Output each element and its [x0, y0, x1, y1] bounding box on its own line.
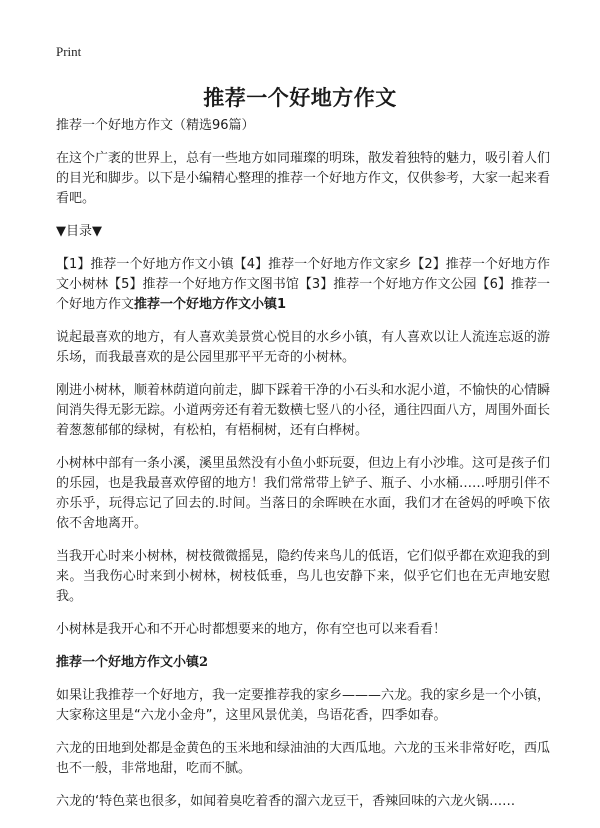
section-heading-1-inline: 推荐一个好地方作文小镇1 — [134, 297, 287, 312]
section1-paragraph: 当我开心时来小树林，树枝微微摇晃，隐约传来鸟儿的低语，它们似乎都在欢迎我的到来。当我伤心时来到小树林，树枝低垂，鸟儿也安静下来，似乎它们也在无声地安慰我。 — [56, 549, 551, 604]
article-subtitle: 推荐一个好地方作文（精选96篇） — [56, 118, 255, 133]
section2-paragraph: 六龙的田地到处都是金黄色的玉米地和绿油油的大西瓜地。六龙的玉米非常好吃，西瓜也不一般，非常地甜，吃而不腻。 — [56, 741, 551, 776]
section1-paragraph: 刚进小树林，顺着林荫道向前走，脚下踩着干净的小石头和水泥小道，不愉快的心情瞬间消失得无影无踪。小道两旁还有着无数横七竖八的小径，通往四面八方，周围外面长着葱葱郁郁的绿树，有松柏，有梧桐树，还有白桦树。 — [56, 383, 551, 438]
section-heading-2: 推荐一个好地方作文小镇2 — [56, 655, 209, 670]
toc-links[interactable]: 【1】推荐一个好地方作文小镇【4】推荐一个好地方作文家乡【2】推荐一个好地方作文小树林【5】推荐一个好地方作文图书馆【3】推荐一个好地方作文公园【6】推荐一个好地方作文 — [56, 257, 550, 312]
section2-paragraph: 如果让我推荐一个好地方，我一定要推荐我的家乡———六龙。我的家乡是一个小镇，大家称这里是“六龙小金舟”，这里风景优美，鸟语花香，四季如春。 — [56, 688, 551, 723]
article-body — [56, 116, 550, 825]
section1-paragraph: 说起最喜欢的地方，有人喜欢美景赏心悦目的水乡小镇，有人喜欢以让人流连忘返的游乐场，而我最喜欢的是公园里那平平无奇的小树林。 — [56, 330, 551, 365]
section1-paragraph: 小树林是我开心和不开心时都想要来的地方，你有空也可以来看看！ — [56, 622, 447, 637]
toc-label[interactable]: ▼目录▼ — [56, 224, 102, 239]
section2-paragraph: 六龙的‘特色菜也很多，如闻着臭吃着香的溜六龙豆干，香辣回味的六龙火锅…… — [56, 794, 516, 809]
print-link[interactable]: Print — [56, 44, 82, 59]
section1-paragraph: 小树林中部有一条小溪，溪里虽然没有小鱼小虾玩耍，但边上有小沙堆。这可是孩子们的乐园，也是我最喜欢停留的地方！我们常常带上铲子、瓶子、小水桶……呼朋引伴不亦乐乎，玩得忘记了回去的.时间。当落日的余晖映在水面，我们才在爸妈的呼唤下依依不舍地离开。 — [56, 456, 551, 531]
page-title: 推荐一个好地方作文 — [203, 86, 397, 110]
intro-paragraph: 在这个广袤的世界上，总有一些地方如同璀璨的明珠，散发着独特的魅力，吸引着人们的目光和脚步。以下是小编精心整理的推荐一个好地方作文，仅供参考，大家一起来看看吧。 — [56, 151, 551, 206]
table-of-contents[interactable] — [56, 255, 550, 315]
